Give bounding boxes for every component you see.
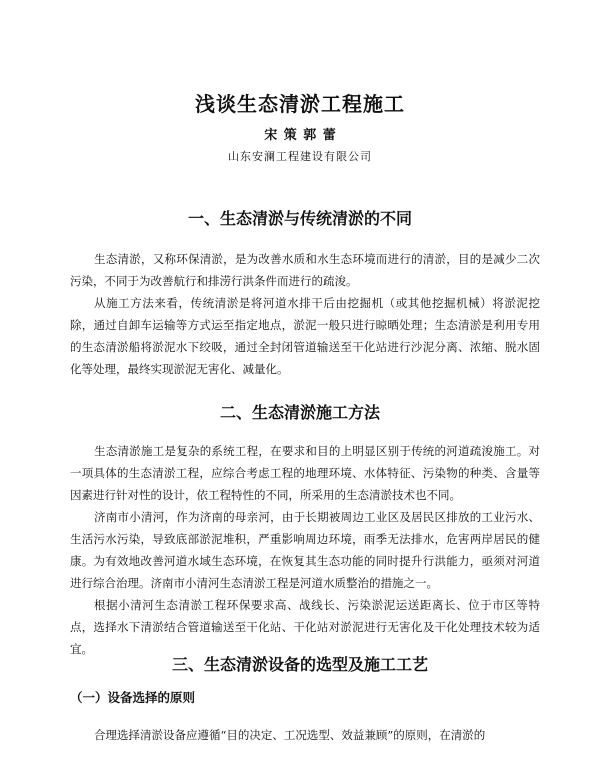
section-3-heading: 三、生态清淤设备的选型及施工工艺	[171, 655, 428, 674]
paper-authors: 宋 策 郭 蕾	[264, 128, 336, 143]
section-1-paragraph-1: 生态清淤，又称环保清淤，是为改善水质和水生态环境而进行的清淤，目的是减少二次污染，不同于为改善航行和排涝行洪条件而进行的疏浚。	[70, 252, 540, 288]
section-3-paragraph-1: 合理选择清淤设备应遵循“目的决定、工况选型、效益兼顾”的原则，在清淤的	[94, 728, 486, 742]
section-2-heading: 二、生态清淤施工方法	[219, 403, 380, 422]
section-2-paragraph-3: 根据小清河生态清淤工程环保要求高、战线长、污染淤泥运送距离长、位于市区等特点，选择水下清淤结合管道输送至干化站、干化站对淤泥进行无害化及干化处理技术较为适宜。	[70, 598, 540, 656]
section-2-paragraph-2: 济南市小清河，作为济南的母亲河，由于长期被周边工业区及居民区排放的工业污水、生活污水污染，导致底部淤泥堆积，严重影响周边环境，雨季无法排水，危害两岸居民的健康。为有效地改善河道水域生态环境，在恢复其生态功能的同时提升行洪能力，亟须对河道进行综合治理。济南市小清河生态清淤工程是河道水质整治的措施之一。	[70, 510, 540, 590]
section-1-paragraph-2: 从施工方法来看，传统清淤是将河道水排干后由挖掘机（或其他挖掘机械）将淤泥挖除，通过自卸车运输等方式运至指定地点，淤泥一般只进行晾晒处理；生态清淤是利用专用的生态清淤船将淤泥水下绞吸，通过全封闭管道输送至干化站进行沙泥分离、浓缩、脱水固化等处理，最终实现淤泥无害化、减量化。	[70, 296, 540, 376]
section-2-paragraph-1: 生态清淤施工是复杂的系统工程，在要求和目的上明显区别于传统的河道疏浚施工。对一项具体的生态清淤工程，应综合考虑工程的地理环境、水体特征、污染物的种类、含量等因素进行针对性的设计，依工程特性的不同，所采用的生态清淤技术也不同。	[70, 444, 540, 502]
section-1-heading: 一、生态清淤与传统清淤的不同	[187, 209, 412, 228]
section-3-subheading: （一）设备选择的原则	[70, 690, 196, 705]
paper-affiliation: 山东安澜工程建设有限公司	[228, 150, 372, 163]
paper-title: 浅谈生态清淤工程施工	[195, 92, 405, 116]
